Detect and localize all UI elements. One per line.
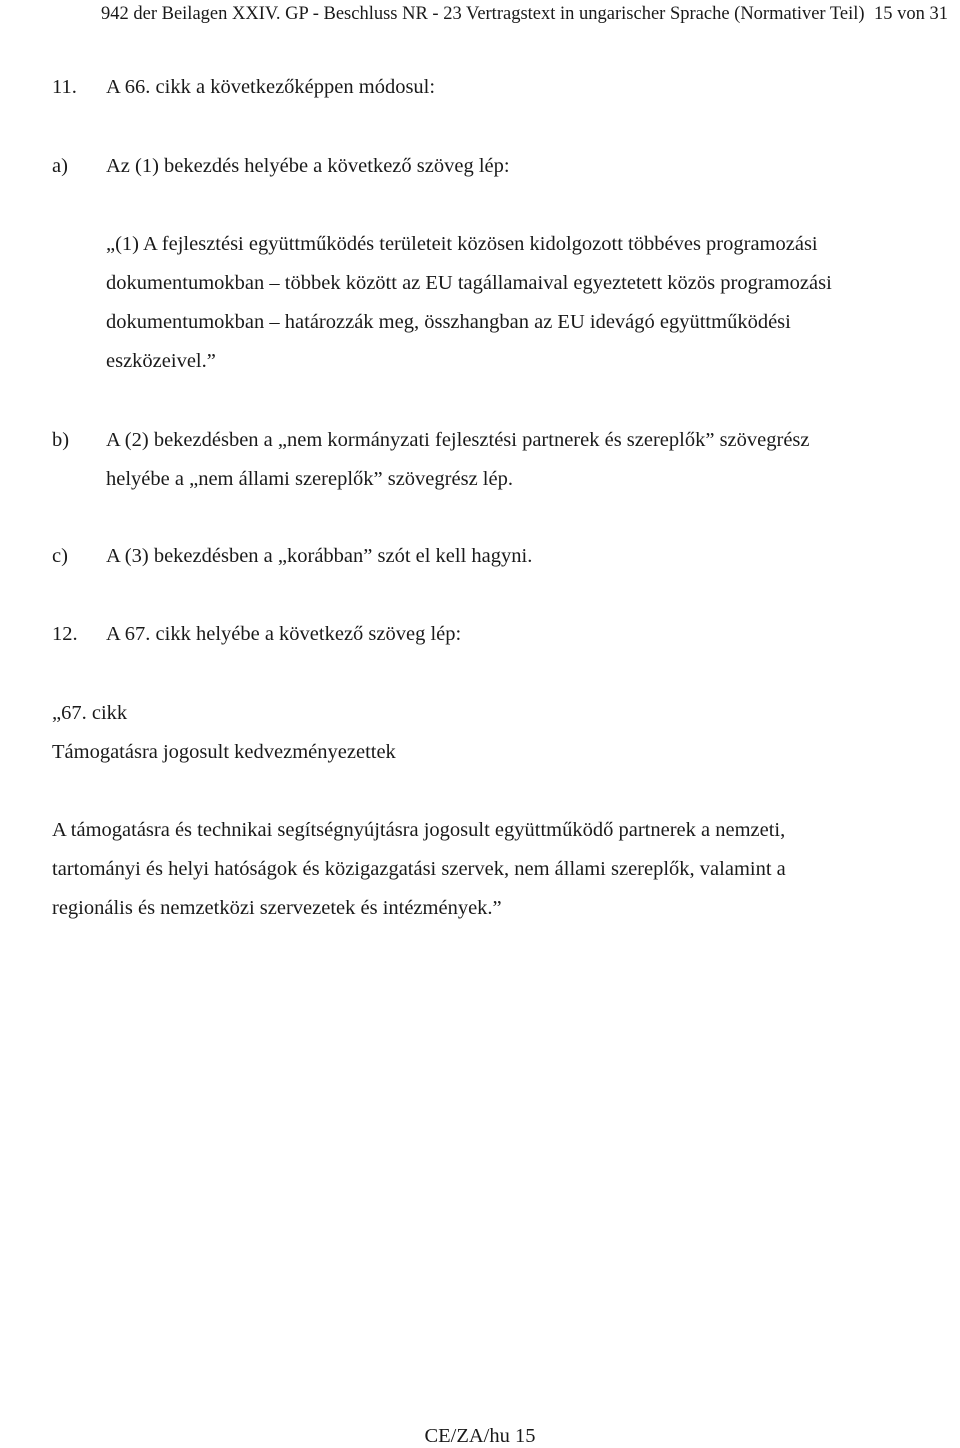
page-header-page-number: 15 von 31 (874, 4, 948, 24)
item-11-text: A 66. cikk a következőképpen módosul: (106, 76, 436, 98)
item-11b-label: b) (52, 429, 70, 451)
item-11a-quote-line: eszközeivel.” (106, 350, 216, 372)
article-body-line: tartományi és helyi hatóságok és közigazgatási szervek, nem állami szereplők, valamint a (52, 858, 786, 880)
article-number: „67. cikk (52, 702, 128, 724)
page-header-title: 942 der Beilagen XXIV. GP - Beschluss NR - 23 Vertragstext in ungarischer Sprache (Normativer Teil) (101, 4, 865, 24)
item-11b-line: A (2) bekezdésben a „nem kormányzati fejlesztési partnerek és szereplők” szövegrész (106, 429, 810, 451)
item-11c-text: A (3) bekezdésben a „korábban” szót el kell hagyni. (106, 545, 533, 567)
item-11-number: 11. (52, 76, 77, 98)
item-12-number: 12. (52, 623, 78, 645)
item-11a-label: a) (52, 155, 68, 177)
item-11a-quote-line: dokumentumokban – határozzák meg, összhangban az EU idevágó együttműködési (106, 311, 791, 333)
item-11c-label: c) (52, 545, 68, 567)
item-11a-quote-line: dokumentumokban – többek között az EU tagállamaival egyeztetett közös programozási (106, 272, 832, 294)
article-body-line: A támogatásra és technikai segítségnyújtásra jogosult együttműködő partnerek a nemzeti, (52, 819, 786, 841)
item-11a-quote-line: „(1) A fejlesztési együttműködés területeit közösen kidolgozott többéves programozási (106, 233, 818, 255)
item-11a-text: Az (1) bekezdés helyébe a következő szöveg lép: (106, 155, 510, 177)
article-title: Támogatásra jogosult kedvezményezettek (52, 741, 396, 763)
item-12-text: A 67. cikk helyébe a következő szöveg lép: (106, 623, 462, 645)
article-body-line: regionális és nemzetközi szervezetek és intézmények.” (52, 897, 502, 919)
item-11b-line: helyébe a „nem állami szereplők” szövegrész lép. (106, 468, 513, 490)
page-footer-code: CE/ZA/hu 15 (424, 1425, 536, 1447)
